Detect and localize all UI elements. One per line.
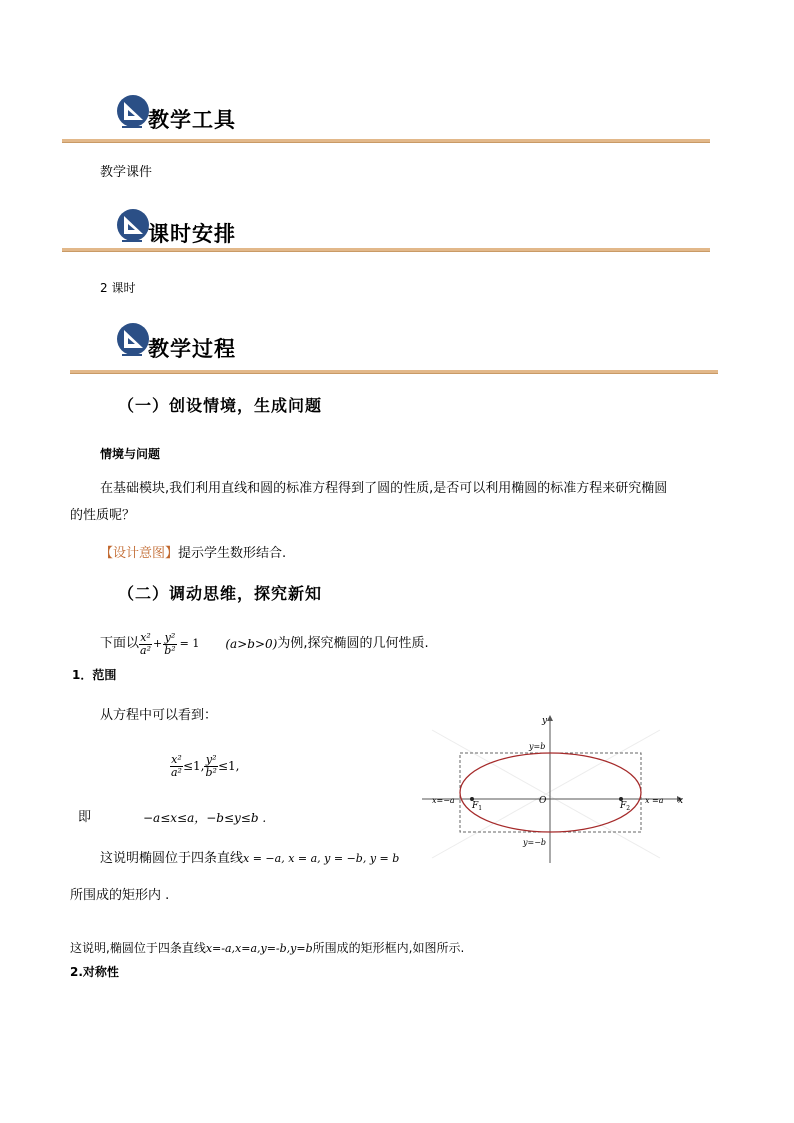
ellipse-intro-line bbox=[100, 626, 429, 662]
focus-f2-label: $F_2$ bbox=[620, 801, 631, 812]
ineq-rel: ≤1, bbox=[182, 759, 205, 773]
icon-underline bbox=[122, 126, 142, 128]
range-from-equation: 从方程中可以看到： bbox=[100, 708, 218, 723]
triangle-ruler-icon bbox=[116, 322, 150, 356]
part1-paragraph: 在基础模块,我们利用直线和圆的标准方程得到了圆的性质,是否可以利用椭圆的标准方程来研究椭圆 bbox=[100, 481, 668, 496]
equation-rhs: = 1 bbox=[179, 637, 200, 650]
part1-subheading: 情境与问题 bbox=[100, 447, 161, 461]
y-axis-label: y bbox=[542, 716, 548, 726]
range-explanation-cont: 所围成的矩形内 . bbox=[70, 888, 170, 903]
range-bounds: −a≤x≤a，−b≤y≤b . bbox=[143, 811, 267, 825]
line-x-minus-a-label: x=−a bbox=[432, 796, 455, 805]
part1-heading: （一）创设情境，生成问题 bbox=[118, 396, 323, 415]
part1-paragraph-cont: 的性质呢？ bbox=[70, 508, 136, 523]
fraction-y: $\frac{\text{y²}}{\text{b²}}$ bbox=[164, 630, 176, 657]
section-title-tools: 教学工具 bbox=[148, 108, 236, 132]
design-intent-text: 提示学生数形结合. bbox=[178, 546, 287, 561]
icon-underline bbox=[122, 240, 142, 242]
plus-sign: + bbox=[152, 637, 163, 650]
icon-underline bbox=[122, 354, 142, 356]
intro-suffix: 为例,探究椭圆的几何性质. bbox=[277, 636, 429, 651]
symmetry-heading: 2.对称性 bbox=[70, 965, 119, 979]
x-axis-label: x bbox=[678, 796, 684, 806]
section-title-process: 教学过程 bbox=[148, 337, 236, 361]
schedule-content: 2 课时 bbox=[100, 281, 136, 295]
line-x-a-label: x =a bbox=[645, 796, 664, 805]
design-intent bbox=[100, 544, 286, 564]
section-divider bbox=[70, 370, 718, 374]
focus-f1-label: $F_1$ bbox=[472, 801, 483, 812]
condition: (a>b>0) bbox=[225, 637, 278, 651]
range-inequalities bbox=[170, 748, 239, 784]
range-explanation: 这说明椭圆位于四条直线x = −a, x = a, y = −b, y = b bbox=[100, 851, 400, 866]
fraction-x: $\frac{\text{x²}}{\text{a²}}$ bbox=[171, 752, 182, 779]
fraction-y: $\frac{\text{y²}}{\text{b²}}$ bbox=[205, 752, 217, 779]
design-intent-tag: 【设计意图】 bbox=[100, 546, 179, 561]
section-divider bbox=[62, 139, 710, 143]
section-divider bbox=[62, 248, 710, 252]
range-summary: 这说明,椭圆位于四条直线x=-a,x=a,y=-b,y=b所围成的矩形框内,如图所示. bbox=[70, 941, 465, 955]
fraction-x: $\frac{\text{x²}}{\text{a²}}$ bbox=[140, 630, 151, 657]
line-y-minus-b-label: y=−b bbox=[523, 838, 547, 847]
origin-label: O bbox=[539, 796, 547, 806]
ji-label: 即 bbox=[78, 810, 92, 825]
section-title-schedule: 课时安排 bbox=[148, 222, 236, 246]
ellipse-figure bbox=[420, 708, 700, 866]
triangle-ruler-icon bbox=[116, 208, 150, 242]
ineq-rel: ≤1, bbox=[217, 759, 240, 773]
intro-prefix: 下面以 bbox=[100, 636, 140, 651]
range-heading: 1．范围 bbox=[72, 668, 117, 682]
tools-content: 教学课件 bbox=[100, 165, 153, 180]
part2-heading: （二）调动思维，探究新知 bbox=[118, 584, 323, 603]
line-y-b-label: y=b bbox=[529, 742, 546, 751]
triangle-ruler-icon bbox=[116, 94, 150, 128]
